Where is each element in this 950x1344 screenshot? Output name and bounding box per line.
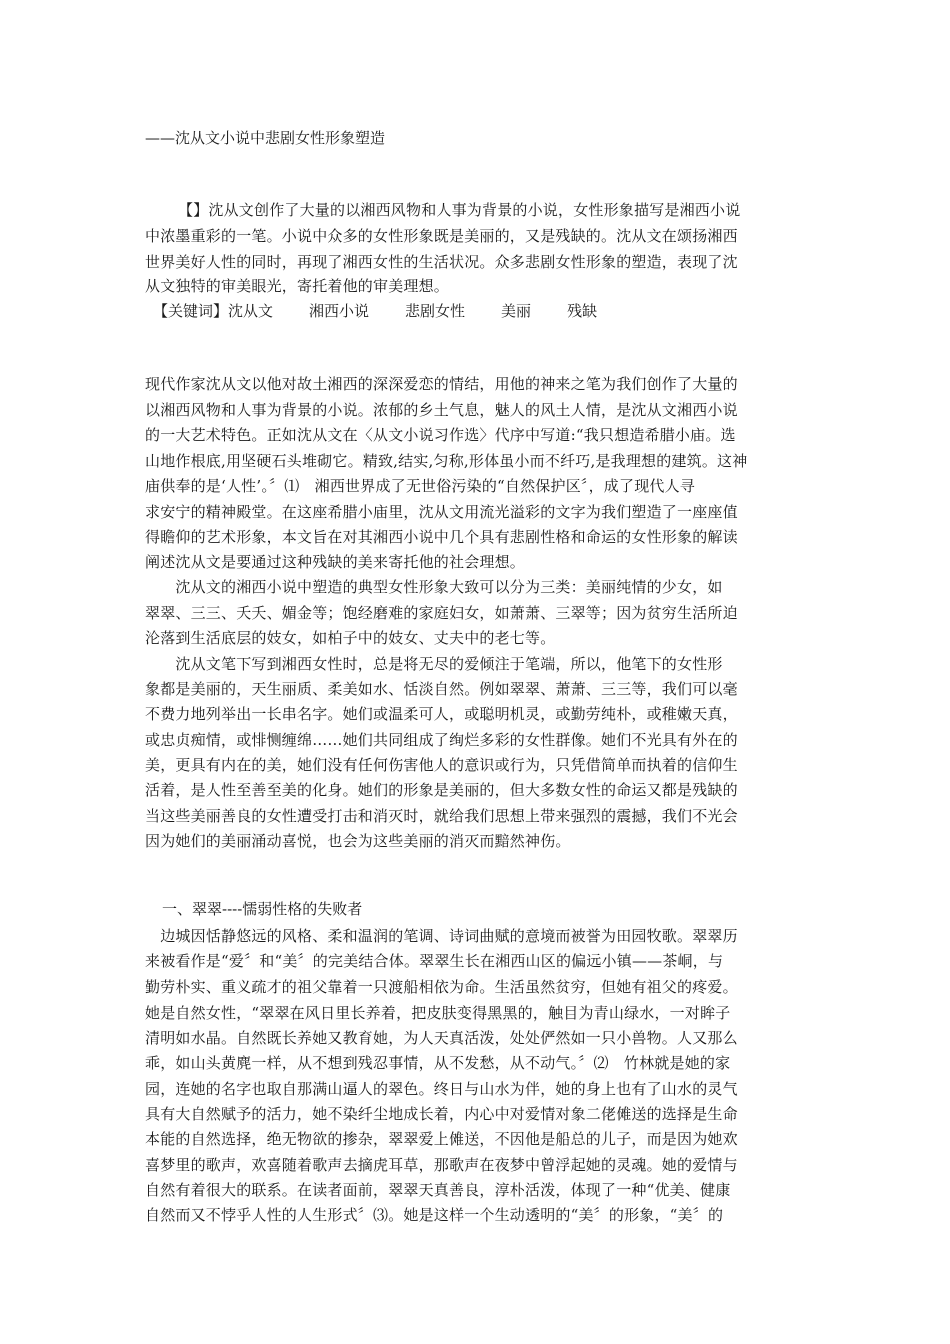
abstract-line: 【】沈从文创作了大量的以湘西风物和人事为背景的小说，女性形象描写是湘西小说: [178, 201, 741, 219]
text-line: 清明如水晶。自然既长养她又教育她，为人天真活泼，处处俨然如一只小兽物。人又那么: [145, 1029, 738, 1047]
text-line: 沦落到生活底层的妓女，如柏子中的妓女、丈夫中的老七等。: [145, 629, 556, 647]
text-line: 园，连她的名字也取自那满山逼人的翠色。终日与山水为伴，她的身上也有了山水的灵气: [145, 1080, 738, 1098]
text-line: 喜梦里的歌声，欢喜随着歌声去摘虎耳草，那歌声在夜梦中曾浮起她的灵魂。她的爱情与: [145, 1156, 738, 1174]
abstract-line: 从文独特的审美眼光，寄托着他的审美理想。: [145, 277, 450, 295]
abstract-line: 世界美好人性的同时，再现了湘西女性的生活状况。众多悲剧女性形象的塑造，表现了沈: [145, 253, 738, 271]
text-line: 自然有着很大的联系。在读者面前，翠翠天真善良，淳朴活泼，体现了一种“优美、健康: [145, 1181, 731, 1199]
text-line: 庙供奉的是‘人性’。〞⑴ 湘西世界成了无世俗污染的“自然保护区〞，成了现代人寻: [145, 477, 696, 495]
text-line: 自然而又不悖乎人性的人生形式〞⑶。她是这样一个生动透明的“美〞的形象，“美〞的: [145, 1206, 724, 1224]
text-line: 不费力地列举出一长串名字。她们或温柔可人，或聪明机灵，或勤劳纯朴，或稚嫩天真，: [145, 705, 738, 723]
text-line: 乖，如山头黄麂一样，从不想到残忍事情，从不发愁，从不动气。〞⑵ 竹林就是她的家: [145, 1054, 731, 1072]
text-line: 美，更具有内在的美，她们没有任何伤害他人的意识或行为，只凭借简单而执着的信仰生: [145, 756, 738, 774]
text-line: 当这些美丽善良的女性遭受打击和消灭时，就给我们思想上带来强烈的震撼，我们不光会: [145, 807, 738, 825]
keywords: [153, 298, 597, 324]
text-line: 因为她们的美丽涌动喜悦，也会为这些美丽的消灭而黯然神伤。: [145, 832, 571, 850]
keyword: 残缺: [567, 302, 598, 320]
text-line: 本能的自然选择，绝无物欲的掺杂，翠翠爱上傩送，不因他是船总的儿子，而是因为她欢: [145, 1130, 738, 1148]
text-line: 或忠贞痴情，或悱恻缠绵……她们共同组成了绚烂多彩的女性群像。她们不光具有外在的: [145, 731, 738, 749]
text-line: 象都是美丽的，天生丽质、柔美如水、恬淡自然。例如翠翠、萧萧、三三等，我们可以毫: [145, 680, 738, 698]
text-line: 具有大自然赋予的活力，她不染纤尘地成长着，内心中对爱情对象二佬傩送的选择是生命: [145, 1105, 738, 1123]
text-line: 的一大艺术特色。正如沈从文在〈从文小说习作选〉代序中写道:“我只想造希腊小庙。选: [145, 426, 736, 444]
text-line: 以湘西风物和人事为背景的小说。浓郁的乡土气息，魅人的风土人情，是沈从文湘西小说: [145, 401, 738, 419]
text-line: 翠翠、三三、夭夭、媚金等；饱经磨难的家庭妇女，如萧萧、三翠等；因为贫穷生活所迫: [145, 604, 738, 622]
keyword: 悲剧女性: [405, 302, 466, 320]
text-line: 得瞻仰的艺术形象，本文旨在对其湘西小说中几个具有悲剧性格和命运的女性形象的解读: [145, 528, 738, 546]
text-line: 她是自然女性，“翠翠在风日里长养着，把皮肤变得黑黑的，触目为青山绿水，一对眸子: [145, 1004, 731, 1022]
text-line: 边城因恬静悠远的风格、柔和温润的笔调、诗词曲赋的意境而被誉为田园牧歌。翠翠历: [145, 927, 738, 945]
text-line: 来被看作是“爱〞和“美〞的完美结合体。翠翠生长在湘西山区的偏远小镇——茶峒，与: [145, 952, 724, 970]
keyword: 湘西小说: [309, 302, 370, 320]
keyword: 美丽: [501, 302, 532, 320]
text-line: 沈从文的湘西小说中塑造的典型女性形象大致可以分为三类：美丽纯情的少女，如: [145, 578, 723, 596]
text-line: 沈从文笔下写到湘西女性时，总是将无尽的爱倾注于笔端，所以，他笔下的女性形: [145, 655, 723, 673]
text-line: 山地作根底,用坚硬石头堆砌它。精致,结实,匀称,形体虽小而不纤巧,是我理想的建筑。这神: [145, 452, 748, 470]
document-subtitle: ——沈从文小说中悲剧女性形象塑造: [145, 129, 386, 147]
text-line: 活着，是人性至善至美的化身。她们的形象是美丽的，但大多数女性的命运又都是残缺的: [145, 781, 738, 799]
text-line: 勤劳朴实、重义疏才的祖父靠着一只渡船相依为命。生活虽然贫穷，但她有祖父的疼爱。: [145, 978, 738, 996]
keywords-label: 【关键词】沈从文: [153, 302, 274, 320]
text-line: 求安宁的精神殿堂。在这座希腊小庙里，沈从文用流光溢彩的文字为我们塑造了一座座值: [145, 503, 738, 521]
text-line: 阐述沈从文是要通过这种残缺的美来寄托他的社会理想。: [145, 553, 526, 571]
section-heading: 一、翠翠----懦弱性格的失败者: [162, 900, 363, 918]
text-line: 现代作家沈从文以他对故土湘西的深深爱恋的情结，用他的神来之笔为我们创作了大量的: [145, 375, 738, 393]
abstract-line: 中浓墨重彩的一笔。小说中众多的女性形象既是美丽的，又是残缺的。沈从文在颂扬湘西: [145, 227, 738, 245]
